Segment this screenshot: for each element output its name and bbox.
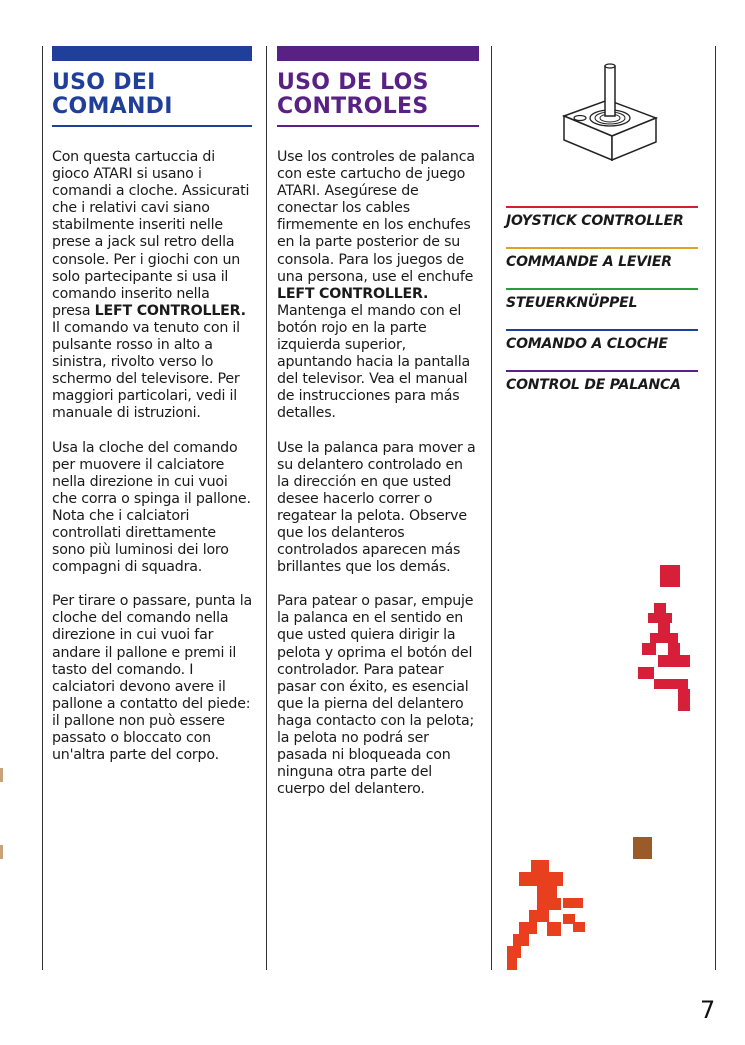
- spanish-paragraph-2: Use la palanca para mover a su delantero controlado en la dirección en que usted desee hacerlo correr o regatear la pelota. Observe que los delanteros controlados aparecen más brillantes que los demás.: [277, 439, 476, 576]
- italian-paragraph-3: Per tirare o passare, punta la cloche del comando nella direzione in cui vuoi far andare il pallone e premi il tasto del comando. I calciatori devono avere il pallone a contatto del piede: il pallone non può essere passato o bloccato con un'altra parte del corpo.: [52, 593, 252, 764]
- controller-name-label: COMMANDE A LEVIER: [506, 254, 672, 270]
- controller-name-label: JOYSTICK CONTROLLER: [506, 213, 684, 229]
- italian-paragraph-2: Usa la cloche del comando per muovere il calciatore nella direzione in cui vuoi che corra o spinga il pallone. Nota che i calciatori controllati direttamente sono più luminosi dei loro compagni di squadra.: [52, 439, 251, 576]
- italian-heading-rule: [52, 125, 252, 127]
- italian-para1-text-b: Il comando va tenuto con il pulsante rosso in alto a sinistra, rivolto verso lo schermo del televisore. Per maggiori particolari, vedi il manuale di istruzioni.: [52, 319, 240, 422]
- italian-heading-line1: USO DEI: [52, 70, 156, 95]
- controller-name-item: [506, 202, 698, 243]
- controller-name-item: [506, 325, 698, 366]
- controller-name-list: [506, 202, 698, 407]
- spanish-heading-line1: USO DE LOS: [277, 70, 429, 95]
- controller-name-rule: [506, 329, 698, 331]
- italian-para1-text-a: Con questa cartuccia di gioco ATARI si usano i comandi a cloche. Assicurati che i relativi cavi siano stabilmente inseriti nelle prese a jack sul retro della console. Per i giochi con un solo partecipante si usa il comando inserito nella presa: [52, 149, 250, 319]
- italian-heading: [52, 71, 252, 119]
- ball-sprite: [633, 837, 652, 859]
- controller-name-rule: [506, 370, 698, 372]
- column-divider-left: [42, 46, 43, 970]
- spanish-body: [277, 149, 479, 798]
- controller-name-rule: [506, 247, 698, 249]
- italian-color-bar: [52, 46, 252, 61]
- spanish-para1-text-b: Mantenga el mando con el botón rojo en la parte izquierda superior, apuntando hacia la pantalla del televisor. Vea el manual de instrucciones para más detalles.: [277, 302, 471, 422]
- italian-body: [52, 149, 252, 764]
- spanish-paragraph-3: Para patear o pasar, empuje la palanca en el sentido en que usted quiera dirigir la pelota y oprima el botón del controlador. Para patear pasar con éxito, es esencial que la pierna del delantero haga contacto con la pelota; la pelota no podrá ser pasada ni bloqueada con ninguna otra parte del cuerpo del delantero.: [277, 593, 475, 798]
- spanish-column: [277, 46, 479, 815]
- spanish-heading: [277, 71, 479, 119]
- controller-name-rule: [506, 288, 698, 290]
- spanish-heading-line2: CONTROLES: [277, 94, 429, 119]
- player-sprite-orange: [507, 860, 587, 976]
- joystick-icon: [556, 58, 666, 172]
- italian-paragraph-1: [52, 149, 252, 423]
- controller-name-label: CONTROL DE PALANCA: [506, 377, 681, 393]
- controller-name-item: [506, 243, 698, 284]
- column-divider-center-right: [491, 46, 492, 970]
- italian-para1-bold: LEFT CONTROLLER.: [94, 302, 246, 319]
- controller-name-item: [506, 284, 698, 325]
- spanish-para1-bold: LEFT CONTROLLER.: [277, 285, 429, 302]
- page-number: 7: [700, 996, 716, 1024]
- spanish-color-bar: [277, 46, 479, 61]
- edge-mark: [0, 768, 3, 782]
- controller-name-rule: [506, 206, 698, 208]
- column-divider-right: [715, 46, 716, 970]
- edge-mark: [0, 845, 3, 859]
- column-divider-center-left: [266, 46, 267, 970]
- italian-column: [52, 46, 252, 781]
- player-sprite-red: [638, 565, 700, 719]
- spanish-para1-text-a: Use los controles de palanca con este cartucho de juego ATARI. Asegúrese de conectar los cables firmemente en los enchufes en la parte posterior de su consola. Para los juegos de una persona, use el enchufe: [277, 149, 475, 285]
- controller-name-item: [506, 366, 698, 407]
- spanish-paragraph-1: [277, 149, 479, 423]
- italian-heading-line2: COMANDI: [52, 94, 173, 119]
- spanish-heading-rule: [277, 125, 479, 127]
- controller-name-label: STEUERKNÜPPEL: [506, 295, 638, 311]
- controller-name-label: COMANDO A CLOCHE: [506, 336, 668, 352]
